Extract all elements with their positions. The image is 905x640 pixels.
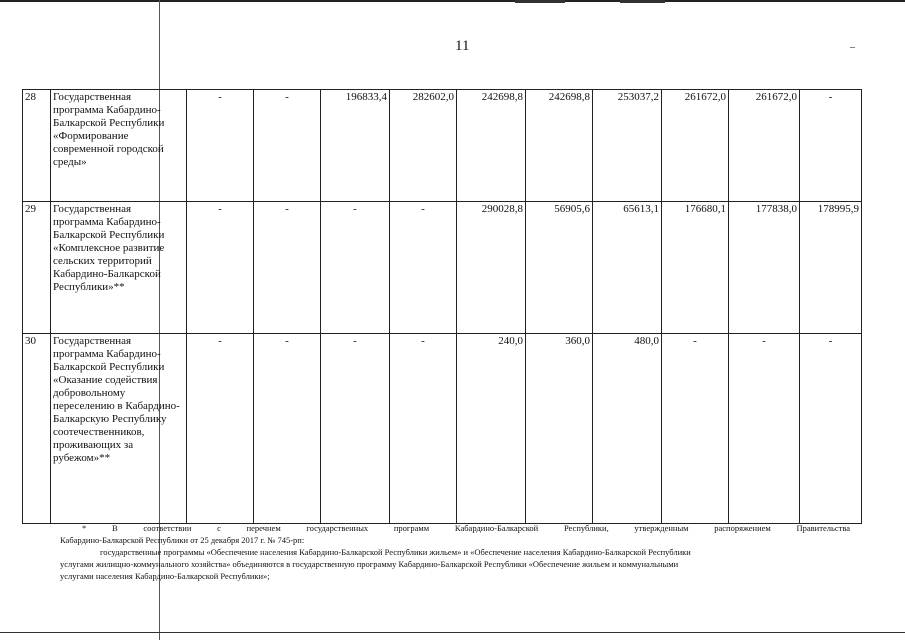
footnote-line: услугами населения Кабардино-Балкарской Республики»;	[60, 571, 270, 581]
corner-mark: –	[850, 42, 855, 53]
value-cell: 360,0	[526, 334, 593, 524]
value-cell: -	[187, 334, 254, 524]
value-cell: 178995,9	[800, 202, 862, 334]
value-cell: 261672,0	[729, 90, 800, 202]
value-cell: 242698,8	[457, 90, 526, 202]
footnote-line: государственные программы «Обеспечение населения Кабардино-Балкарской Республики жильем» и «Обеспечение населения Кабардино-Балкарской Республики	[100, 547, 691, 557]
value-cell: -	[187, 90, 254, 202]
value-cell: -	[390, 334, 457, 524]
footnote	[60, 522, 850, 582]
footnote-line: услугами жилищно-коммунального хозяйства» объединяются в государственную программу Кабардино-Балкарской Республики «Обеспечение жильем и коммунальными	[60, 559, 679, 569]
value-cell: -	[662, 334, 729, 524]
page-number: 11	[455, 38, 470, 54]
row-number: 28	[23, 90, 51, 202]
value-cell: 242698,8	[526, 90, 593, 202]
value-cell: 253037,2	[593, 90, 662, 202]
value-cell: -	[390, 202, 457, 334]
value-cell: 282602,0	[390, 90, 457, 202]
value-cell: 56905,6	[526, 202, 593, 334]
value-cell: 196833,4	[321, 90, 390, 202]
scan-mark	[620, 0, 665, 3]
value-cell: 290028,8	[457, 202, 526, 334]
value-cell: -	[729, 334, 800, 524]
row-number: 29	[23, 202, 51, 334]
table-row	[23, 202, 862, 334]
footnote-line: * В соответствии с перечнем государственных программ Кабардино-Балкарской Республики, утвержденным распоряжением Правительства	[82, 523, 850, 533]
value-cell: 177838,0	[729, 202, 800, 334]
value-cell: -	[254, 90, 321, 202]
value-cell: -	[254, 334, 321, 524]
value-cell: -	[321, 202, 390, 334]
value-cell: 240,0	[457, 334, 526, 524]
program-name: Государственная программа Кабардино-Балкарской Республики «Оказание содействия добровольному переселению в Кабардино-Балкарскую Республику соотечественников, проживающих за рубежом»**	[51, 334, 187, 524]
value-cell: -	[254, 202, 321, 334]
row-number: 30	[23, 334, 51, 524]
value-cell: 261672,0	[662, 90, 729, 202]
value-cell: -	[321, 334, 390, 524]
program-name: Государственная программа Кабардино-Балкарской Республики «Комплексное развитие сельских территорий Кабардино-Балкарской Республики»**	[51, 202, 187, 334]
value-cell: 176680,1	[662, 202, 729, 334]
value-cell: -	[800, 334, 862, 524]
table-row	[23, 334, 862, 524]
scan-bottom-edge	[0, 632, 905, 633]
footnote-line: Кабардино-Балкарской Республики от 25 декабря 2017 г. № 745-рп:	[60, 535, 305, 545]
scan-mark	[515, 0, 565, 3]
value-cell: -	[187, 202, 254, 334]
programs-table	[22, 89, 862, 524]
table-row	[23, 90, 862, 202]
value-cell: 480,0	[593, 334, 662, 524]
scan-top-edge	[0, 0, 905, 2]
value-cell: 65613,1	[593, 202, 662, 334]
value-cell: -	[800, 90, 862, 202]
program-name: Государственная программа Кабардино-Балкарской Республики «Формирование современной городской среды»	[51, 90, 187, 202]
